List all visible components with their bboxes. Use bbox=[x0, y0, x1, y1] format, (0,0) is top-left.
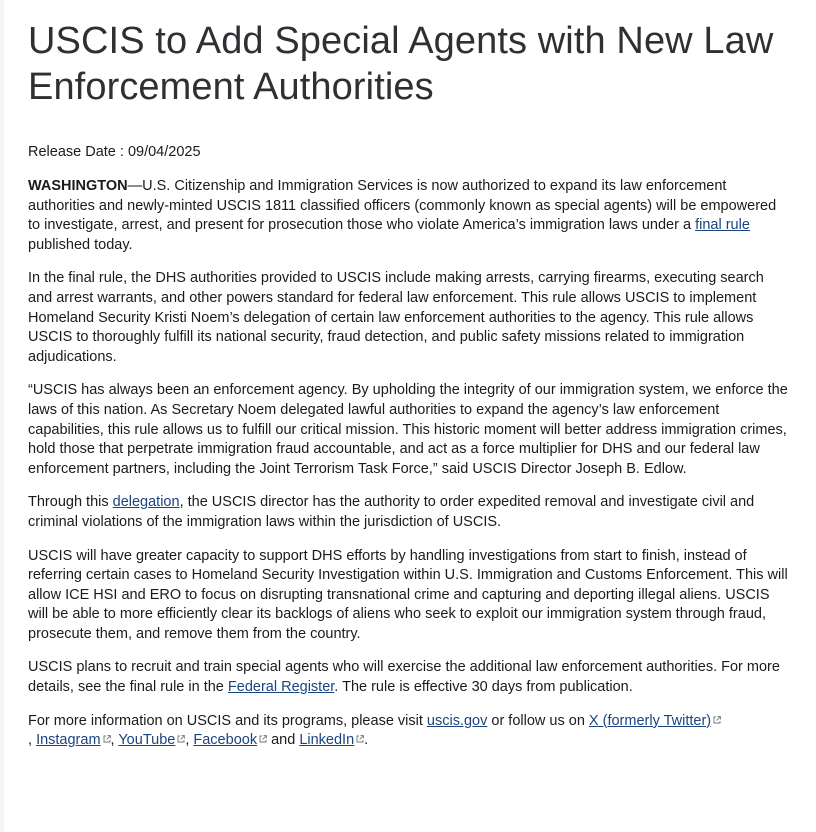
paragraph-6-text-end: . The rule is effective 30 days from publication. bbox=[334, 679, 633, 696]
delegation-link[interactable]: delegation bbox=[112, 494, 180, 511]
paragraph-4-text-end: , the USCIS director has the authority to order expedited removal and investigate civil and criminal violations of the immigration laws within the jurisdiction of USCIS. bbox=[28, 494, 755, 530]
paragraph-2: In the final rule, the DHS authorities provided to USCIS include making arrests, carrying firearms, executing search and arrest warrants, and other powers standard for federal law enforcement. This rule allows USCIS to implement Homeland Security Kristi Noem’s delegation of certain law enforcement authorities to the agency. This rule allows USCIS to thoroughly fulfill its national security, fraud detection, and public safety missions related to immigration adjudications. bbox=[28, 270, 764, 365]
external-link-icon bbox=[103, 735, 111, 743]
separator: and bbox=[267, 732, 300, 749]
page-title: USCIS to Add Special Agents with New Law Enforcement Authorities bbox=[28, 20, 774, 108]
external-link-icon bbox=[713, 716, 721, 724]
page-edge bbox=[0, 0, 4, 832]
dateline: WASHINGTON bbox=[28, 178, 128, 194]
paragraph-7-social bbox=[28, 712, 790, 751]
youtube-link[interactable]: YouTube bbox=[118, 732, 176, 749]
external-link-icon bbox=[259, 735, 267, 743]
paragraph-7-text: For more information on USCIS and its programs, please visit bbox=[28, 712, 427, 729]
news-article bbox=[28, 18, 790, 751]
paragraph-1-text-end: published today. bbox=[28, 236, 133, 253]
uscis-gov-link[interactable]: uscis.gov bbox=[426, 712, 488, 729]
instagram-link[interactable]: Instagram bbox=[36, 732, 101, 749]
paragraph-3-quote: “USCIS has always been an enforcement agency. By upholding the integrity of our immigration system, we enforce the laws of this nation. As Secretary Noem delegated lawful authorities to expand the agency’s law enforcement capabilities, this rule allows us to fulfill our critical mission. This historic moment will better address immigration crimes, hold those that perpetrate immigration fraud accountable, and act as a force multiplier for DHS and our federal law enforcement partners, including the Joint Terrorism Task Force,” said USCIS Director Joseph B. Edlow. bbox=[28, 382, 788, 477]
release-date-value: 09/04/2025 bbox=[127, 144, 201, 160]
x-twitter-link[interactable] bbox=[589, 713, 711, 729]
paragraph-6-text: USCIS plans to recruit and train special agents who will exercise the additional law enforcement authorities. For more details, see the final rule in the bbox=[28, 659, 780, 696]
facebook-link[interactable]: Facebook bbox=[193, 732, 258, 749]
federal-register-link[interactable]: Federal Register bbox=[227, 679, 335, 696]
paragraph-7-text-mid: or follow us on bbox=[487, 712, 589, 729]
release-date bbox=[28, 142, 790, 162]
external-link-icon bbox=[356, 735, 364, 743]
separator: , bbox=[185, 732, 194, 749]
separator: , bbox=[28, 732, 37, 749]
paragraph-4 bbox=[28, 493, 790, 532]
final-rule-link[interactable]: final rule bbox=[695, 217, 750, 234]
release-date-label: Release Date : bbox=[28, 144, 124, 160]
paragraph-4-text: Through this bbox=[28, 494, 113, 511]
paragraph-1-text: —U.S. Citizenship and Immigration Services is now authorized to expand its law enforcement authorities and newly-minted USCIS 1811 classified officers (commonly known as special agents) will be empowered to investigate, arrest, and present for prosecution those who violate America’s immigration laws under a bbox=[28, 178, 777, 234]
sentence-end: . bbox=[364, 732, 369, 749]
linkedin-link[interactable]: LinkedIn bbox=[299, 732, 355, 749]
separator: , bbox=[110, 732, 119, 749]
x-twitter-link-label: X (formerly Twitter) bbox=[588, 712, 712, 729]
paragraph-5: USCIS will have greater capacity to support DHS efforts by handling investigations from start to finish, instead of referring certain cases to Homeland Security Investigation within U.S. Immigration and Customs Enforcement. This will allow ICE HSI and ERO to focus on disrupting transnational crime and capturing and deporting illegal aliens. USCIS will be able to more efficiently clear its backlogs of aliens who seek to exploit our immigration system through fraud, prosecute them, and remove them from the country. bbox=[28, 547, 788, 642]
paragraph-6 bbox=[28, 658, 790, 697]
paragraph-1 bbox=[28, 177, 790, 255]
